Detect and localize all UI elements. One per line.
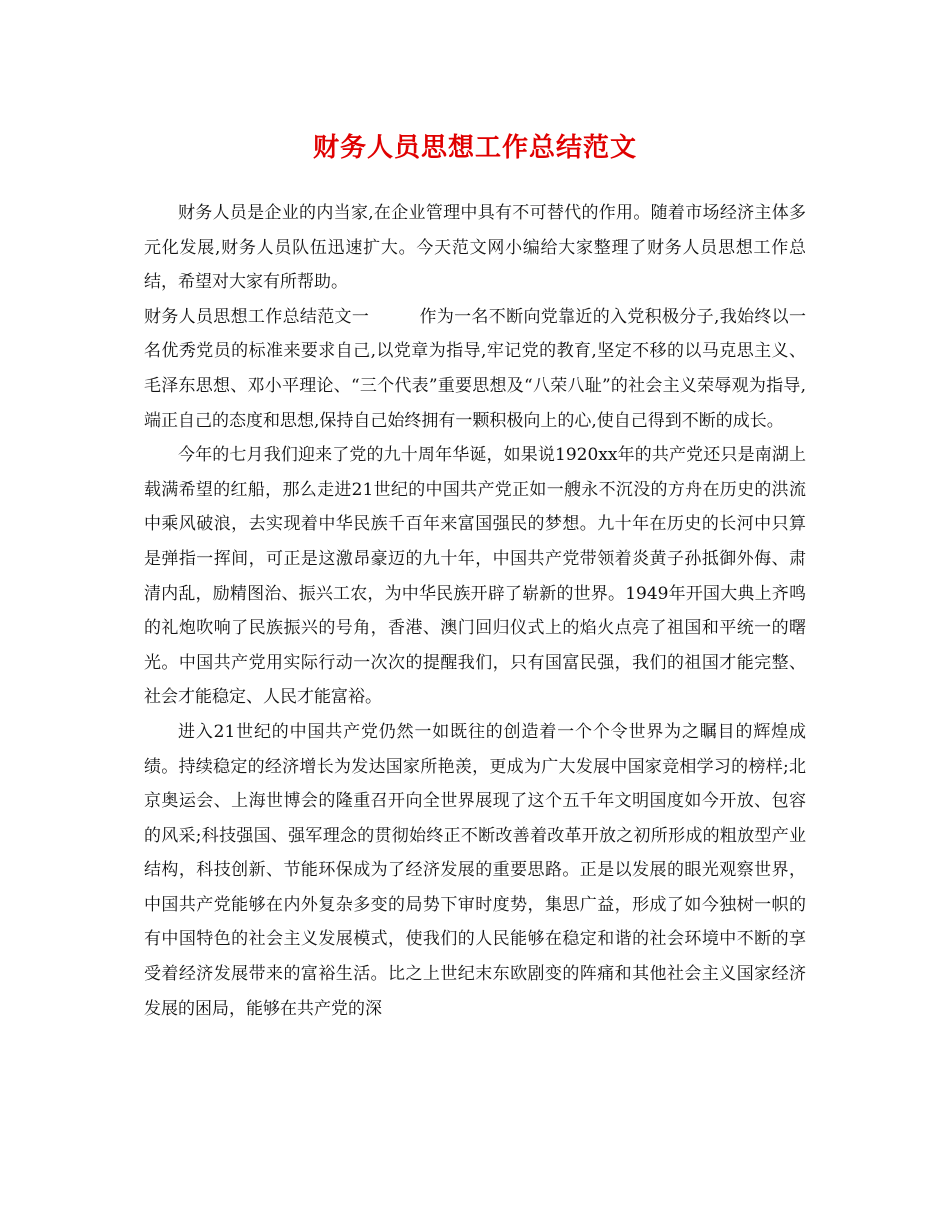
- paragraph-intro: 财务人员是企业的内当家,在企业管理中具有不可替代的作用。随着市场经济主体多元化发展,财务人员队伍迅速扩大。今天范文网小编给大家整理了财务人员思想工作总结，希望对大家有所帮助。: [144, 203, 806, 293]
- document-title: 财务人员思想工作总结范文: [312, 133, 637, 163]
- section-one-body: 作为一名不断向党靠近的入党积极分子,我始终以一名优秀党员的标准来要求自己,以党章为指导,牢记党的教育,坚定不移的以马克思主义、毛泽东思想、邓小平理论、“三个代表”重要思想及“八荣八耻”的社会主义荣辱观为指导,端正自己的态度和思想,保持自己始终拥有一颗积极向上的心,使自己得到不断的成长。: [144, 306, 806, 431]
- paragraph-party-anniversary: 今年的七月我们迎来了党的九十周年华诞，如果说1920xx年的共产党还只是南湖上载满希望的红船，那么走进21世纪的中国共产党正如一艘永不沉没的方舟在历史的洪流中乘风破浪，去实现着中华民族千百年来富国强民的梦想。九十年在历史的长河中只算是弹指一挥间，可正是这激昂豪迈的九十年，中国共产党带领着炎黄子孙抵御外侮、肃清内乱，励精图治、振兴工农，为中华民族开辟了崭新的世界。1949年开国大典上齐鸣的礼炮吹响了民族振兴的号角，香港、澳门回归仪式上的焰火点亮了祖国和平统一的曙光。中国共产党用实际行动一次次的提醒我们，只有国富民强，我们的祖国才能完整、社会才能稳定、人民才能富裕。: [144, 445, 806, 708]
- document-page: [144, 126, 806, 1026]
- section-heading: 财务人员思想工作总结范文一: [144, 306, 370, 327]
- paragraph-section-one: [144, 300, 806, 438]
- paragraph-21st-century: 进入21世纪的中国共产党仍然一如既往的创造着一个个令世界为之瞩目的辉煌成绩。持续稳定的经济增长为发达国家所艳羡，更成为广大发展中国家竞相学习的榜样;北京奥运会、上海世博会的隆重召开向全世界展现了这个五千年文明国度如今开放、包容的风采;科技强国、强军理念的贯彻始终正不断改善着改革开放之初所形成的粗放型产业结构，科技创新、节能环保成为了经济发展的重要思路。正是以发展的眼光观察世界，中国共产党能够在内外复杂多变的局势下审时度势，集思广益，形成了如今独树一帜的有中国特色的社会主义发展模式，使我们的人民能够在稳定和谐的社会环境中不断的享受着经济发展带来的富裕生活。比之上世纪末东欧剧变的阵痛和其他社会主义国家经济发展的困局，能够在共产党的深: [144, 721, 806, 1019]
